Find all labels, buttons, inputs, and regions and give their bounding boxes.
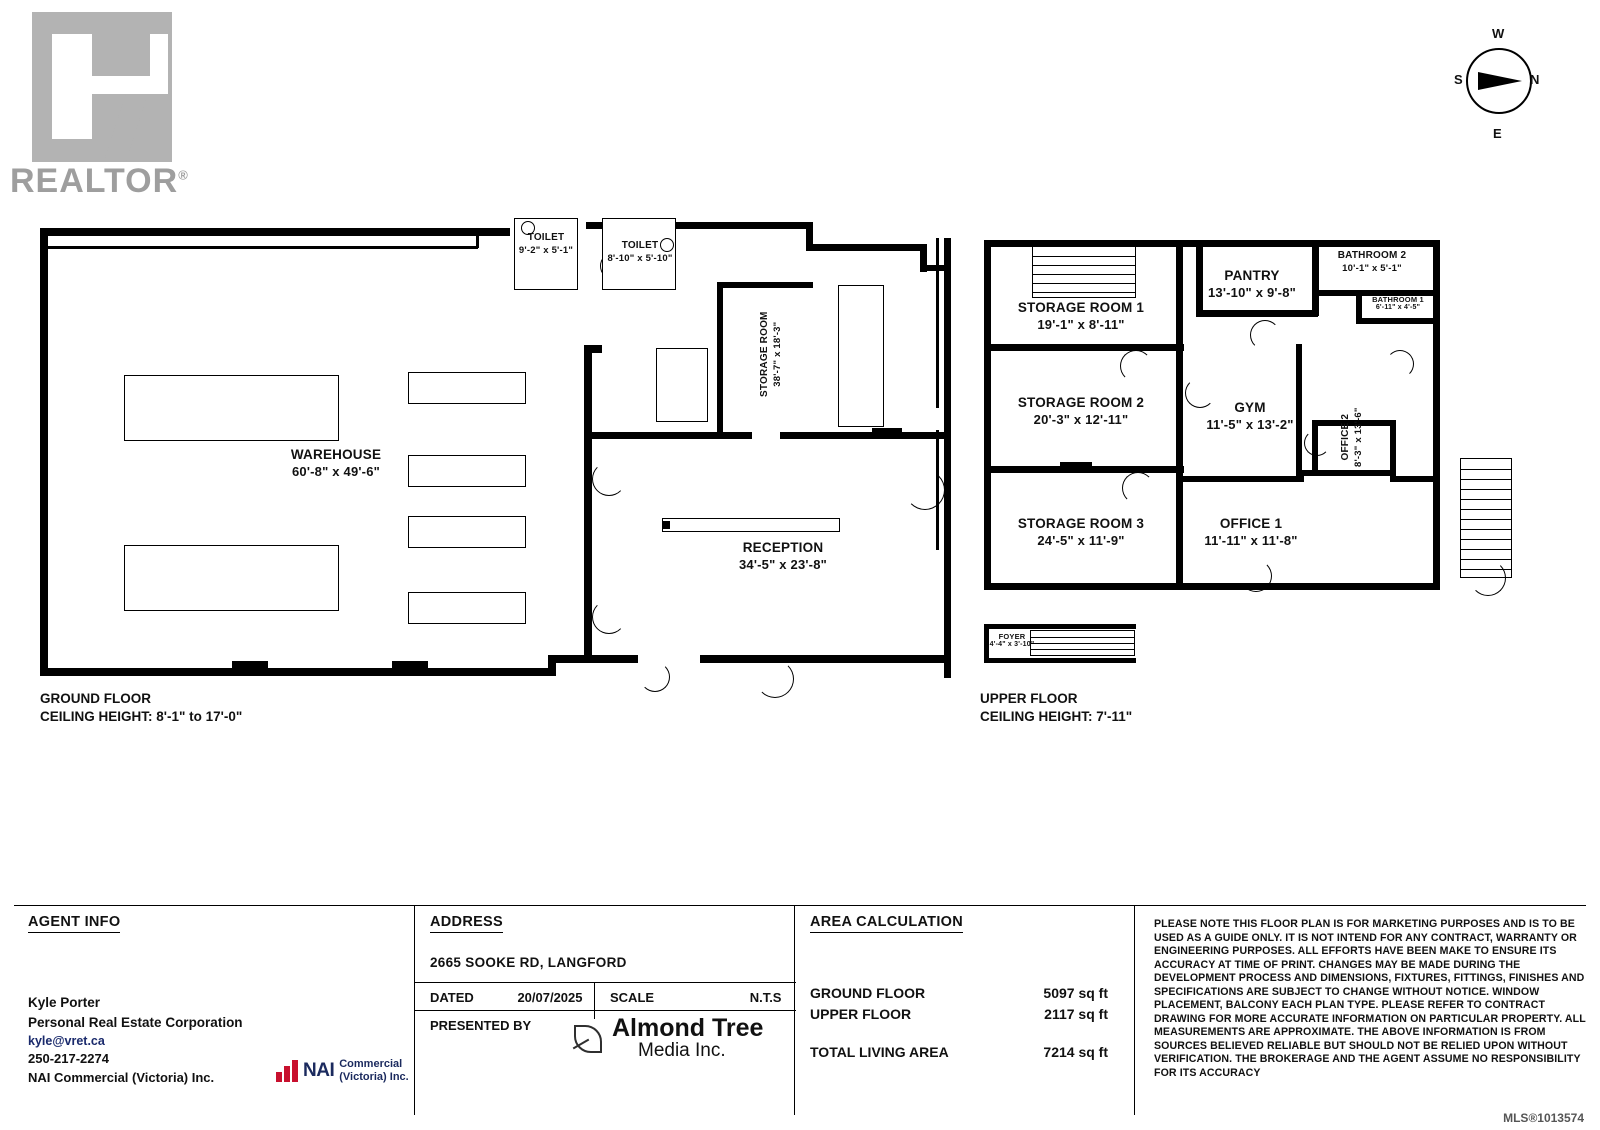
room-label-foyer: FOYER 4'-4" x 3'-10" (989, 632, 1035, 649)
ground-floor-caption (40, 690, 242, 726)
room-label-storage-room-2: STORAGE ROOM 2 20'-3" x 12'-11" (1017, 395, 1145, 427)
area-row-label: GROUND FLOOR (810, 985, 926, 1001)
reception-counter (662, 518, 840, 532)
wall-tick (232, 661, 268, 668)
area-row-value: 2117 sq ft (1044, 1006, 1108, 1022)
agent-name: Kyle Porter (28, 995, 101, 1010)
room-label-gym: GYM 11'-5" x 13'-2" (1206, 400, 1294, 432)
area-row-label: UPPER FLOOR (810, 1006, 912, 1022)
dated-value: 20/07/2025 (517, 990, 583, 1005)
presenter-line2: Media Inc. (638, 1040, 726, 1061)
nai-wordmark: NAI (303, 1059, 335, 1081)
agent-phone[interactable]: 250-217-2274 (28, 1051, 109, 1067)
wall (1356, 318, 1438, 324)
storage-rack (838, 285, 884, 427)
divider (1134, 906, 1135, 1115)
room-label-bathroom-2: BATHROOM 2 10'-1" x 5'-1" (1337, 250, 1407, 274)
dated-label: DATED (430, 990, 474, 1005)
door-swing (1470, 560, 1506, 596)
nai-bars-icon (276, 1060, 298, 1082)
scale-label: SCALE (610, 990, 655, 1005)
wall (1390, 476, 1438, 482)
leaf-icon (570, 1021, 604, 1055)
presented-by-label: PRESENTED BY (430, 1018, 532, 1033)
door-swing (592, 462, 626, 496)
divider (414, 982, 796, 983)
area-calculation-title: AREA CALCULATION (810, 914, 963, 933)
compass-label-w: W (1492, 26, 1505, 41)
warehouse-rack (408, 516, 526, 548)
agent-email[interactable]: kyle@vret.ca (28, 1034, 105, 1049)
door-swing (756, 660, 794, 698)
room-label-storage-room-3: STORAGE ROOM 3 24'-5" x 11'-9" (1017, 516, 1145, 548)
door-swing (592, 600, 626, 634)
stairs-upper (1032, 246, 1136, 298)
area-total-row (810, 1044, 1108, 1060)
agent-info-title: AGENT INFO (28, 914, 120, 933)
dated-block (430, 990, 583, 1005)
agent-role: Personal Real Estate Corporation (28, 1014, 243, 1030)
door-swing (1120, 350, 1152, 382)
wall-tick (872, 428, 902, 436)
warehouse-rack (124, 545, 339, 611)
wall (1196, 310, 1318, 317)
ground-floor-label: GROUND FLOOR (40, 691, 151, 706)
door-swing (1386, 350, 1414, 378)
scale-value: N.T.S (749, 990, 782, 1005)
door-swing (1250, 320, 1280, 350)
area-row (810, 1006, 1108, 1022)
wall (584, 345, 602, 353)
nai-sub-line2: (Victoria) Inc. (339, 1070, 409, 1083)
room-label-bathroom-1: BATHROOM 1 6'-11" x 4'-5" (1372, 295, 1424, 312)
area-total-value: 7214 sq ft (1043, 1044, 1108, 1060)
wall (584, 345, 592, 663)
room-label-office-2: OFFICE 2 8'-3" x 13'-6" (1339, 407, 1364, 468)
door-swing (1304, 430, 1330, 456)
wall-inner (48, 246, 478, 249)
door-swing (905, 470, 945, 510)
wall (1176, 240, 1183, 350)
wall (806, 244, 926, 251)
upper-floor-label: UPPER FLOOR (980, 691, 1078, 706)
room-label-warehouse: WAREHOUSE 60'-8" x 49'-6" (290, 447, 382, 479)
almond-tree-media-logo (570, 1016, 763, 1060)
wall (780, 432, 945, 439)
wall (944, 238, 951, 678)
area-calculation-block (810, 914, 1108, 1065)
room-label-toilet-2: TOILET 8'-10" x 5'-10" (607, 240, 673, 264)
wall (1176, 344, 1183, 590)
nai-commercial-logo (276, 1058, 409, 1083)
wall-inner (476, 228, 479, 248)
upper-floor-caption (980, 690, 1132, 726)
upper-floor-ceiling: CEILING HEIGHT: 7'-11" (980, 709, 1133, 725)
area-row-value: 5097 sq ft (1043, 985, 1108, 1001)
address-block (430, 914, 627, 970)
door-swing (1122, 472, 1154, 504)
wall (40, 228, 48, 676)
disclaimer-text: PLEASE NOTE THIS FLOOR PLAN IS FOR MARKETING PURPOSES AND IS TO BE USED AS A GUIDE ONLY. IT IS NOT INTEND FOR ANY CONTRACT, WARRANTY OR ENGINEERING PURPOSES. ALL EFFORTS HAVE BEEN MAKE TO ENSURE ITS ACCURACY AT TIME OF PRINT. CHANGES MAY BE MADE DURING THE DEVELOPMENT PROCESS AND DIMENSIONS, FIXTURES, FITTINGS, FINISHES AND SPECIFICATIONS ARE SUBJECT TO CHANGE WITHOUT NOTICE. WINDOW PLACEMENT, BALCONY EACH PLAN TYPE. PLEASE REFER TO CONTRACT DRAWING FOR MORE ACCURATE INFORMATION ON PARTICULAR PROPERTY. ALL MEASUREMENTS ARE APPROXIMATE. THE ABOVE INFORMATION IS FROM SOURCES BELIEVED RELIABLE BUT SHOULD NOT BE RELIED UPON WITHOUT VERIFICATION. THE BROKERAGE AND THE AGENT ASSUME NO RESPONSIBILITY FOR ITS ACCURACY (1154, 918, 1586, 1080)
wall (717, 282, 723, 434)
area-total-label: TOTAL LIVING AREA (810, 1044, 949, 1060)
wall (984, 344, 1184, 351)
mls-number: MLS®1013574 (1503, 1111, 1584, 1125)
wall (984, 658, 1136, 663)
address-value: 2665 SOOKE RD, LANGFORD (430, 955, 627, 970)
nai-sub-line1: Commercial (339, 1058, 403, 1070)
room-label-storage-room-1: STORAGE ROOM 1 19'-1" x 8'-11" (1017, 300, 1145, 332)
wall-tick (40, 455, 48, 489)
room-label-storage-room: STORAGE ROOM 38'-7" x 18'-3" (758, 311, 783, 397)
compass-label-e: E (1493, 126, 1502, 141)
room-label-office-1: OFFICE 1 11'-11" x 11'-8" (1204, 516, 1298, 548)
room-label-pantry: PANTRY 13'-10" x 9'-8" (1207, 268, 1296, 300)
divider (594, 982, 595, 1019)
wall (1176, 476, 1304, 482)
divider (414, 1010, 796, 1011)
room-label-reception: RECEPTION 34'-5" x 23'-8" (738, 540, 827, 572)
reception-counter-end (662, 521, 670, 529)
wall (584, 432, 752, 439)
wall (40, 228, 510, 236)
room-label-toilet-1: TOILET 9'-2" x 5'-1" (518, 232, 574, 256)
wall-tick (392, 661, 428, 668)
door-swing (1240, 560, 1272, 592)
warehouse-rack (408, 372, 526, 404)
compass-label-n: N (1530, 72, 1540, 87)
presenter-line1: Almond Tree (612, 1014, 764, 1042)
wall-tick (1060, 462, 1092, 468)
storage-rack (656, 348, 708, 422)
scale-block (610, 990, 781, 1005)
wall (548, 655, 638, 663)
wall (984, 583, 1440, 590)
wall (1390, 420, 1396, 476)
info-bar (14, 905, 1586, 1115)
wall (984, 624, 1136, 629)
realtor-wordmark: REALTOR® (10, 162, 189, 200)
warehouse-rack (124, 375, 339, 441)
wall (700, 655, 810, 663)
wall (40, 668, 555, 676)
address-title: ADDRESS (430, 914, 503, 933)
door-swing (640, 662, 670, 692)
area-row (810, 985, 1108, 1001)
agent-firm: NAI Commercial (Victoria) Inc. (28, 1070, 215, 1086)
wall (806, 655, 948, 663)
stairs-foyer (1030, 630, 1135, 656)
wall-inner (936, 238, 939, 408)
agent-info-block (28, 914, 243, 1088)
ground-floor-ceiling: CEILING HEIGHT: 8'-1" to 17'-0" (40, 709, 243, 725)
compass-label-s: S (1454, 72, 1463, 87)
warehouse-rack (408, 592, 526, 624)
